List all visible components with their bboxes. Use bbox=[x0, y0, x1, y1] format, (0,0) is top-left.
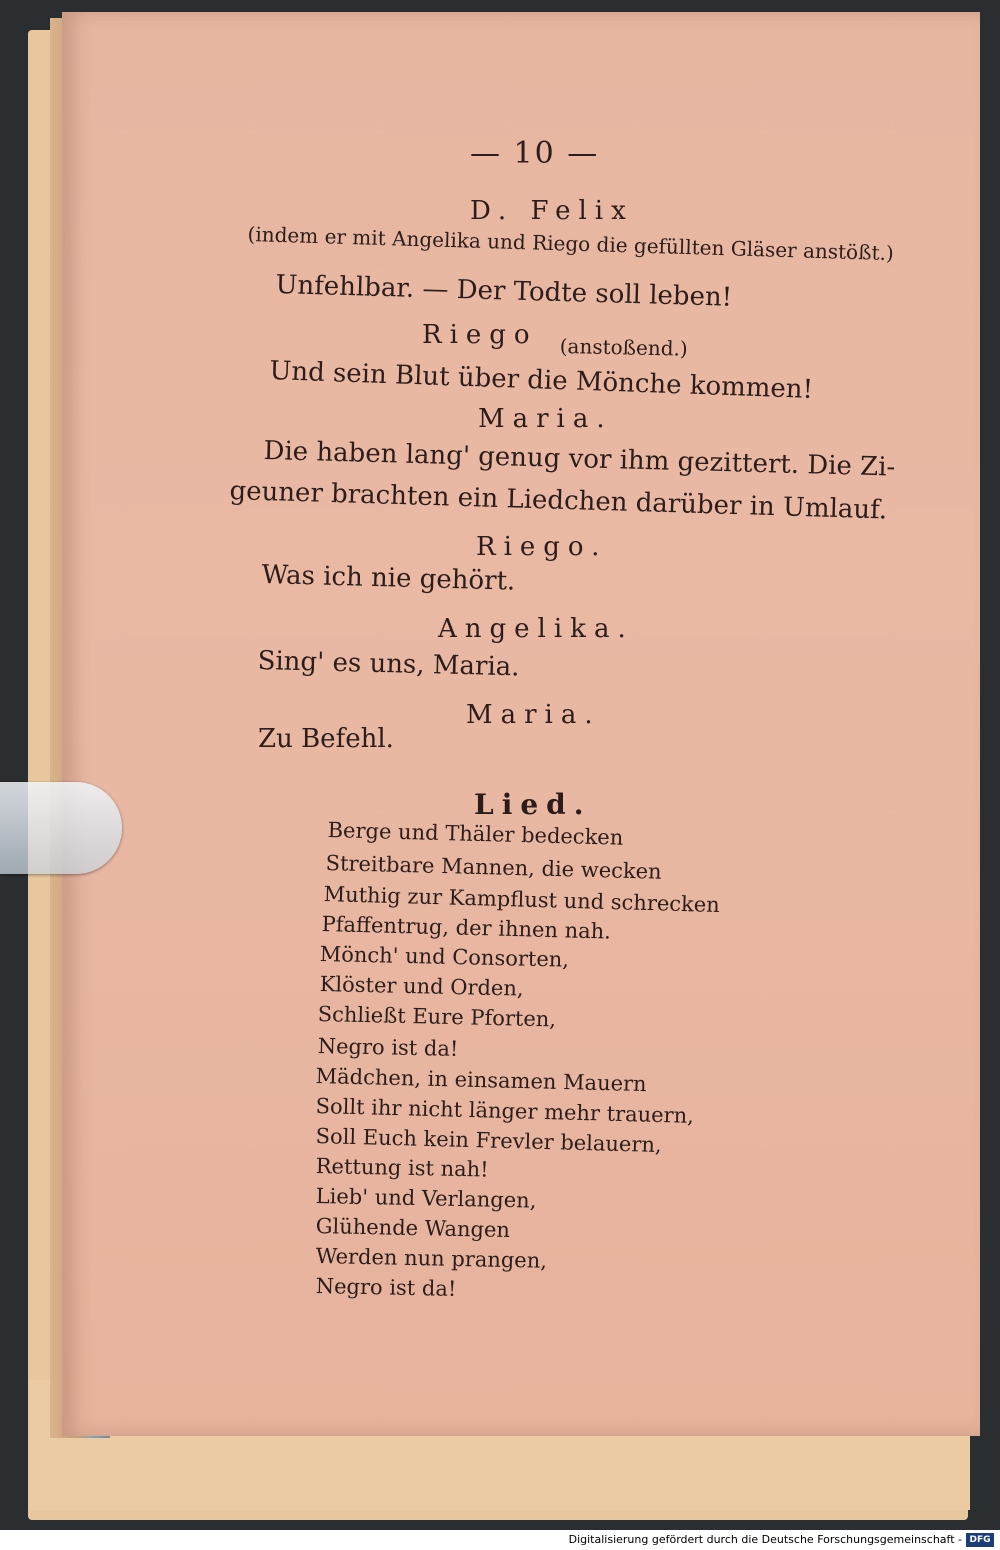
footer-credit: Digitalisierung gefördert durch die Deutsche Forschungsgemeinschaft - bbox=[568, 1533, 962, 1546]
song-line: Glühende Wangen bbox=[315, 1214, 511, 1243]
dialogue-line: Und sein Blut über die Mönche kommen! bbox=[268, 356, 814, 405]
stage-direction: (anstoßend.) bbox=[559, 334, 688, 361]
song-line: Streitbare Mannen, die wecken bbox=[325, 851, 662, 884]
footer-bar bbox=[0, 1530, 1000, 1550]
dialogue-line: Was ich nie gehört. bbox=[261, 560, 516, 597]
stage-direction: (indem er mit Angelika und Riego die gefüllten Gläser anstößt.) bbox=[247, 222, 895, 266]
song-line: Muthig zur Kampflust und schrecken bbox=[323, 882, 721, 918]
dialogue-line: Sing' es uns, Maria. bbox=[257, 646, 520, 683]
song-line: Sollt ihr nicht länger mehr trauern, bbox=[315, 1094, 695, 1128]
speaker-name: Maria. bbox=[478, 404, 613, 434]
page-number: — 10 — bbox=[470, 136, 600, 171]
song-line: Negro ist da! bbox=[315, 1274, 457, 1301]
page-holder-clip bbox=[0, 782, 122, 874]
speaker-name: Riego. bbox=[476, 532, 608, 562]
dialogue-line: Die haben lang' genug vor ihm gezittert. Die Zi- bbox=[263, 436, 896, 483]
speaker-name: Riego bbox=[422, 320, 538, 350]
speaker-name: Maria. bbox=[466, 700, 601, 730]
song-line: Berge und Thäler bedecken bbox=[327, 818, 624, 850]
speaker-name: Angelika. bbox=[438, 614, 634, 644]
song-line: Soll Euch kein Frevler belauern, bbox=[315, 1124, 662, 1158]
song-line: Mädchen, in einsamen Mauern bbox=[315, 1064, 647, 1097]
song-line: Lieb' und Verlangen, bbox=[315, 1184, 537, 1213]
dialogue-line: Zu Befehl. bbox=[258, 724, 394, 754]
song-line: Werden nun prangen, bbox=[315, 1244, 548, 1273]
dialogue-line: Unfehlbar. — Der Todte soll leben! bbox=[275, 270, 733, 313]
song-line: Schließt Eure Pforten, bbox=[317, 1002, 557, 1032]
dfg-logo-icon: DFG bbox=[966, 1533, 994, 1547]
dialogue-line: geuner brachten ein Liedchen darüber in Umlauf. bbox=[229, 476, 888, 526]
song-title: Lied. bbox=[474, 788, 592, 821]
song-line: Rettung ist nah! bbox=[315, 1154, 489, 1182]
song-line: Mönch' und Consorten, bbox=[319, 942, 570, 972]
song-line: Pfaffentrug, der ihnen nah. bbox=[321, 912, 612, 944]
song-line: Negro ist da! bbox=[317, 1034, 459, 1061]
speaker-name: D. Felix bbox=[470, 196, 634, 226]
song-line: Klöster und Orden, bbox=[319, 972, 524, 1001]
